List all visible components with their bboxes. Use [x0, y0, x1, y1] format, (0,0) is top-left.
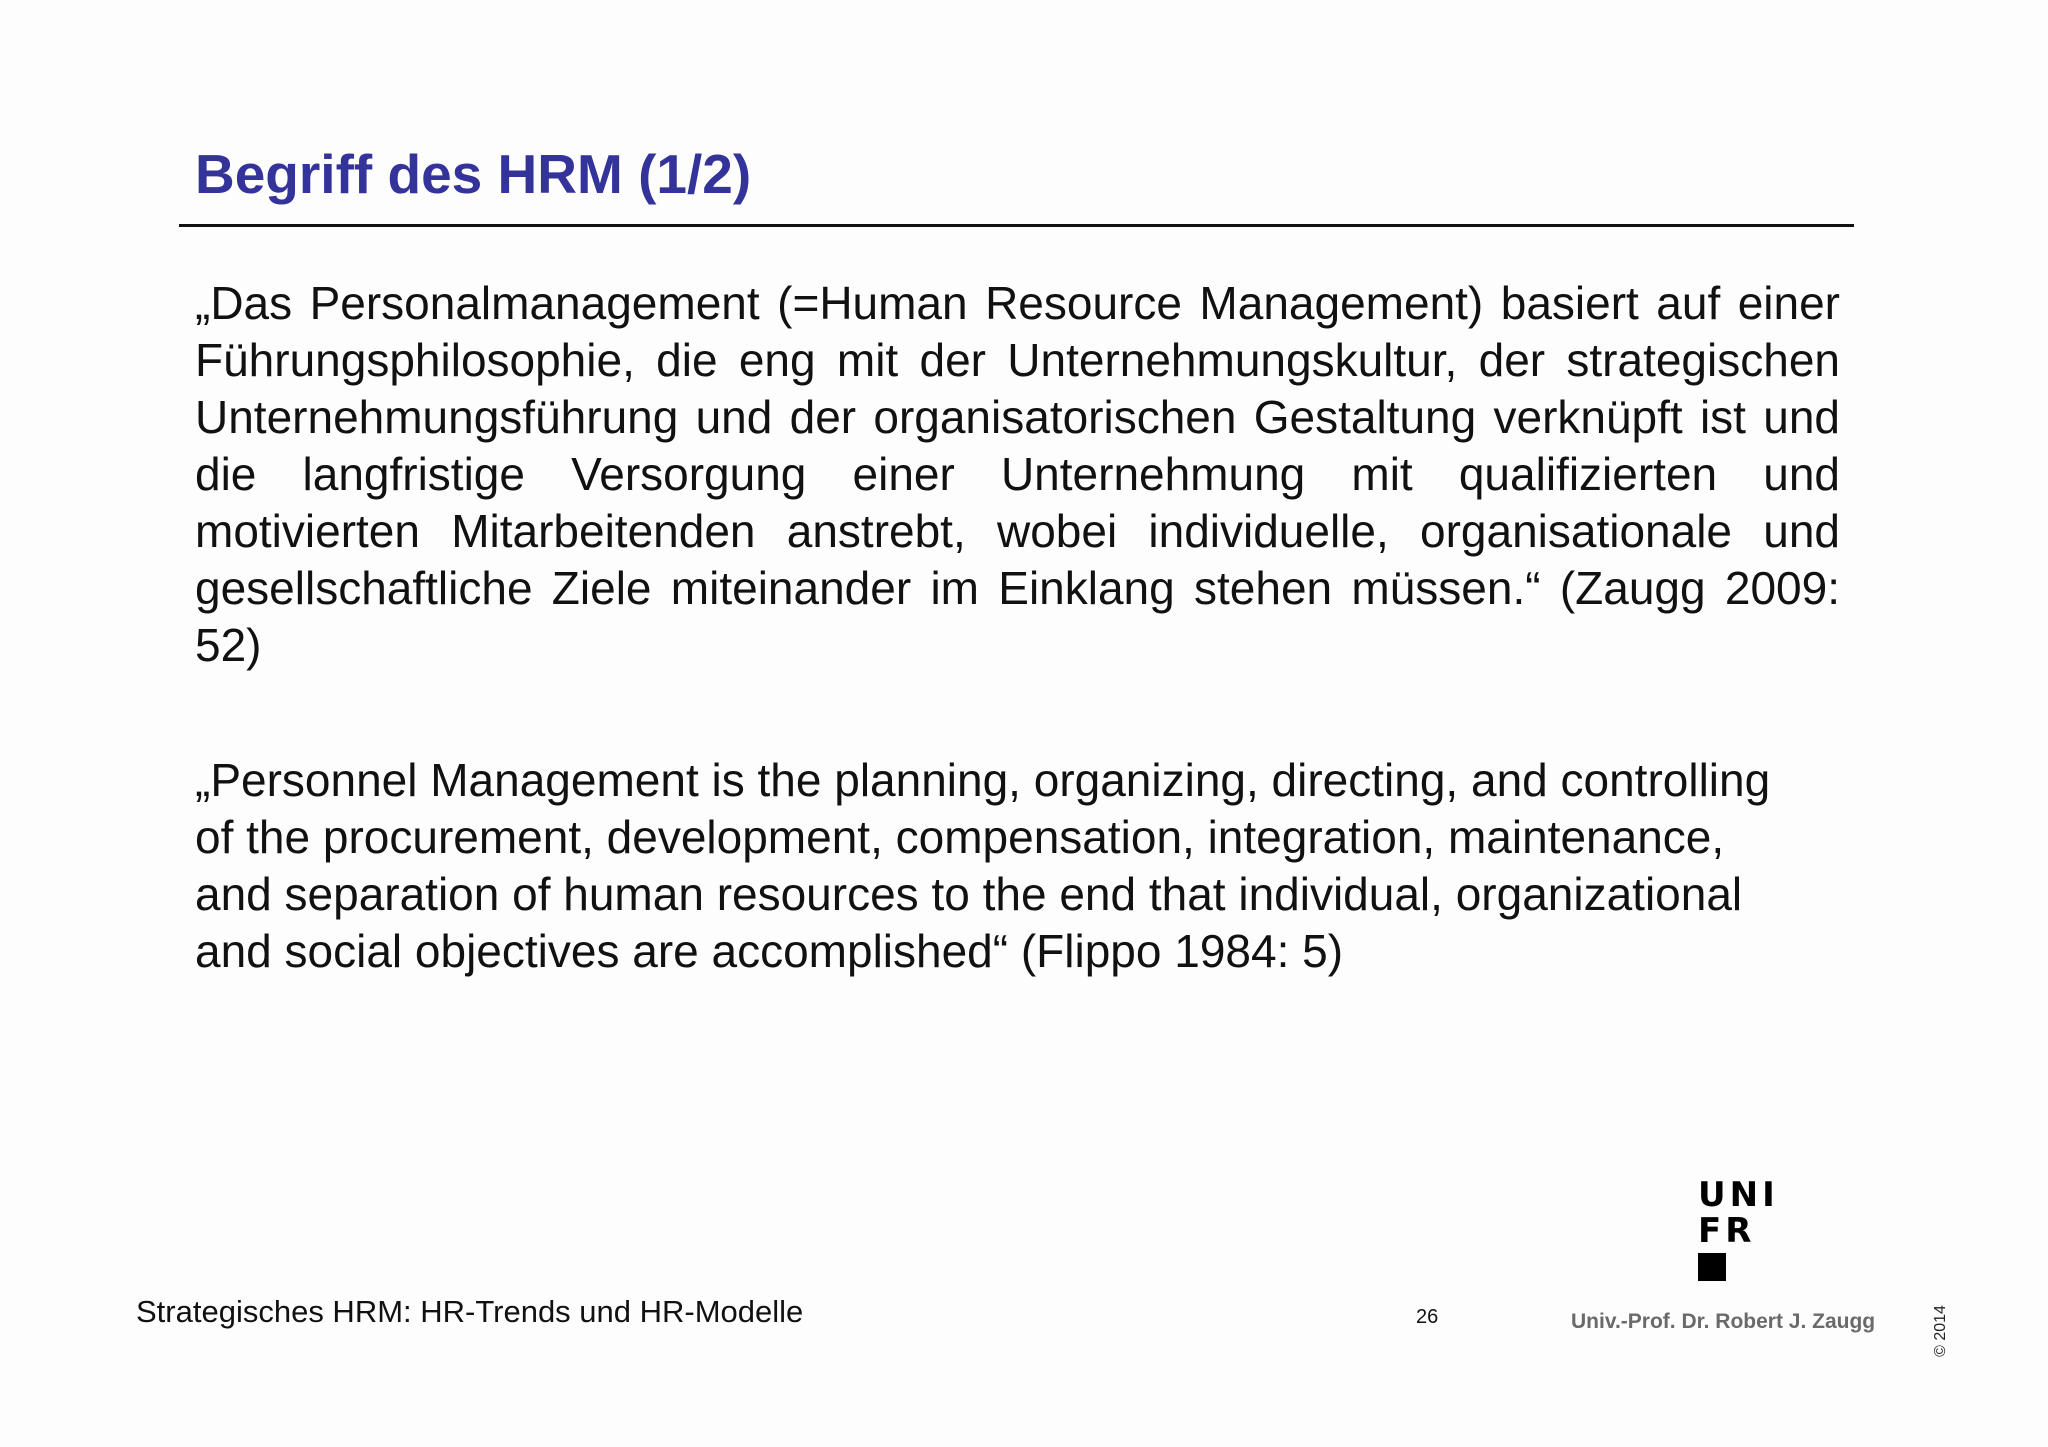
unifr-logo	[1698, 1177, 1793, 1287]
copyright-notice	[1931, 1301, 1951, 1361]
quote-personnel-management-en	[195, 752, 1855, 980]
quote-en-line: and separation of human resources to the end that individual, organizational	[195, 868, 1743, 920]
title-divider	[179, 224, 1854, 227]
footer-author: Univ.-Prof. Dr. Robert J. Zaugg	[1571, 1310, 1876, 1333]
copyright-text: © 2014	[1932, 1305, 1949, 1357]
quote-en-line: „Personnel Management is the planning, organizing, directing, and controlling	[195, 754, 1771, 806]
quote-personalmanagement-de: „Das Personalmanagement (=Human Resource Management) basiert auf einer Führungsphilosophie, die eng mit der Unternehmungskultur, der strategischen Unternehmungsführung und der organisatorischen Gestaltung verknüpft ist und die langfristige Versorgung einer Unternehmung mit qualifizierten und motivierten Mitarbeitenden anstrebt, wobei individuelle, organisationale und gesellschaftliche Ziele miteinander im Einklang stehen müssen.“ (Zaugg 2009: 52)	[195, 277, 1840, 671]
logo-text-uni: UNI	[1698, 1175, 1779, 1215]
page-number: 26	[1416, 1306, 1439, 1328]
footer-course-title: Strategisches HRM: HR-Trends und HR-Modelle	[136, 1294, 804, 1329]
quote-en-line: and social objectives are accomplished“ (Flippo 1984: 5)	[195, 925, 1344, 977]
quote-en-line: of the procurement, development, compensation, integration, maintenance,	[195, 811, 1725, 863]
logo-text-fr: FR	[1698, 1211, 1756, 1251]
logo-square-icon	[1698, 1253, 1726, 1281]
slide-title: Begriff des HRM (1/2)	[195, 143, 752, 205]
